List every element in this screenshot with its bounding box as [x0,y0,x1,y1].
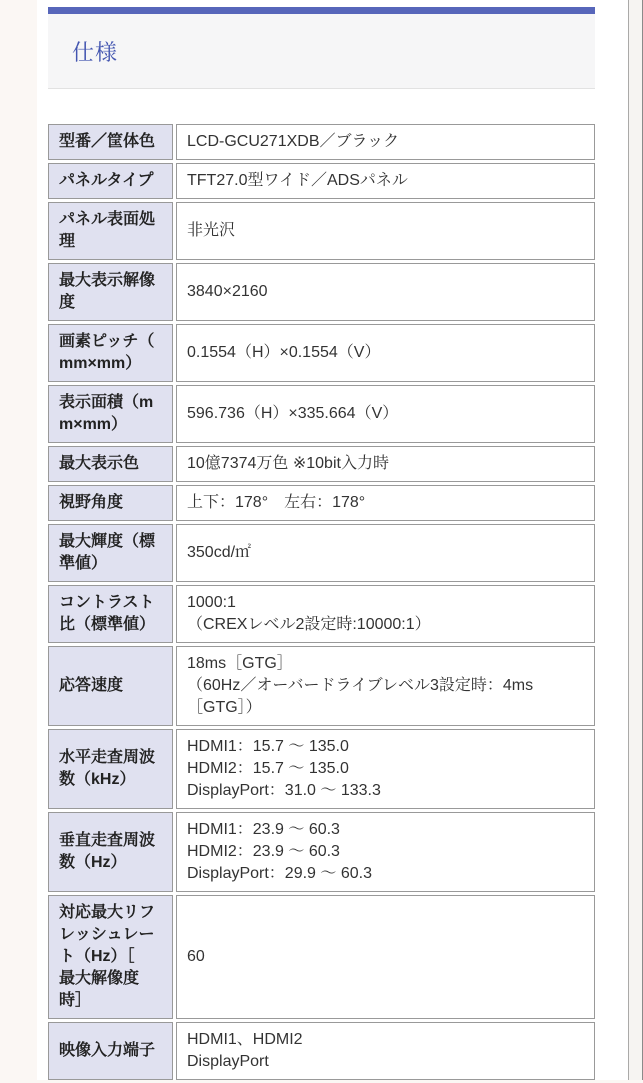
spec-value-line: TFT27.0型ワイド／ADSパネル [187,172,408,189]
spec-row [48,124,595,160]
spec-value-cell [176,385,595,443]
spec-label-cell [48,485,173,521]
spec-row [48,163,595,199]
spec-label-line: 垂直走査周波 [59,832,156,849]
spec-label-line: 度 [59,294,76,311]
spec-row [48,812,595,892]
spec-label-line: 時］ [59,992,92,1009]
spec-table [45,121,598,1083]
spec-label-line: mm×mm） [59,355,142,372]
spec-value-line: 596.736（H）×335.664（V） [187,405,399,422]
spec-value-line: 18ms［GTG］ [187,655,293,672]
spec-row [48,202,595,260]
page-title: 仕様 [72,39,119,65]
spec-value-line: LCD-GCU271XDB／ブラック [187,133,400,150]
section-accent-bar [48,7,595,14]
spec-value-cell [176,646,595,726]
spec-value-line: 10億7374万色 ※10bit入力時 [187,455,389,472]
spec-value-cell [176,446,595,482]
spec-row [48,524,595,582]
spec-label-line: 最大表示色 [59,455,140,472]
spec-value-line: HDMI1、HDMI2 [187,1031,303,1048]
spec-label-line: コントラスト [59,594,155,611]
spec-label-cell [48,1022,173,1080]
spec-value-cell [176,895,595,1019]
spec-row [48,1022,595,1080]
spec-value-cell [176,485,595,521]
spec-label-line: レッシュレー [59,926,155,943]
spec-label-line: 型番／筐体色 [59,133,156,150]
spec-label-line: 視野角度 [59,494,124,511]
spec-value-line: HDMI1：23.9 ～ 60.3 [187,821,340,838]
spec-row [48,895,595,1019]
spec-value-line: ［GTG］） [187,699,262,716]
spec-label-cell [48,585,173,643]
spec-row [48,646,595,726]
spec-row [48,485,595,521]
spec-label-cell [48,385,173,443]
scrollbar-track[interactable] [628,0,643,1080]
spec-label-line: 画素ピッチ（ [59,333,155,350]
spec-row [48,324,595,382]
spec-label-line: 比（標準値） [59,616,156,633]
spec-label-line: ト（Hz）［ [59,948,135,965]
spec-label-line: 応答速度 [59,677,124,694]
spec-label-line: 表示面積（m [59,394,154,411]
spec-label-cell [48,163,173,199]
spec-label-line: 水平走査周波 [59,749,156,766]
spec-label-line: 映像入力端子 [59,1042,156,1059]
spec-row [48,385,595,443]
spec-value-line: DisplayPort：31.0 ～ 133.3 [187,782,381,799]
spec-label-line: 対応最大リフ [59,904,156,921]
spec-value-line: （60Hz／オーバードライブレベル3設定時：4ms [187,677,534,694]
spec-value-cell [176,812,595,892]
spec-value-cell [176,124,595,160]
spec-label-line: m×mm） [59,416,128,433]
section-header [48,14,595,89]
spec-label-cell [48,124,173,160]
spec-row [48,729,595,809]
spec-label-line: 最大輝度（標 [59,533,156,550]
content-column [37,0,628,1080]
spec-label-cell [48,324,173,382]
spec-value-line: 0.1554（H）×0.1554（V） [187,344,381,361]
spec-value-line: DisplayPort [187,1053,269,1070]
spec-value-line: 非光沢 [187,222,236,239]
spec-label-line: 数（kHz） [59,771,136,788]
spec-label-cell [48,729,173,809]
spec-label-line: 準値） [59,555,108,572]
spec-value-line: HDMI2：15.7 ～ 135.0 [187,760,349,777]
spec-value-line: DisplayPort：29.9 ～ 60.3 [187,865,372,882]
spec-label-cell [48,646,173,726]
spec-row [48,446,595,482]
spec-value-cell [176,585,595,643]
spec-row [48,263,595,321]
spec-label-cell [48,812,173,892]
spec-value-line: （CREXレベル2設定時:10000:1） [187,616,431,633]
spec-value-line: 350cd/㎡ [187,544,252,561]
spec-value-cell [176,729,595,809]
spec-label-line: パネル表面処 [59,211,156,228]
spec-label-cell [48,202,173,260]
spec-value-line: 60 [187,948,205,965]
spec-value-cell [176,324,595,382]
spec-value-cell [176,524,595,582]
spec-value-line: HDMI2：23.9 ～ 60.3 [187,843,340,860]
spec-value-line: 3840×2160 [187,283,268,300]
spec-label-line: 最大表示解像 [59,272,156,289]
spec-label-line: 数（Hz） [59,854,127,871]
spec-value-cell [176,1022,595,1080]
spec-label-line: 最大解像度 [59,970,140,987]
spec-table-rows [48,124,595,1080]
spec-label-cell [48,895,173,1019]
spec-label-line: パネルタイプ [59,172,154,189]
spec-value-line: 上下：178° 左右：178° [187,494,366,511]
spec-value-cell [176,163,595,199]
spec-label-cell [48,524,173,582]
spec-label-line: 理 [59,233,76,250]
spec-value-line: 1000:1 [187,594,236,611]
spec-label-cell [48,446,173,482]
spec-value-cell [176,263,595,321]
spec-value-cell [176,202,595,260]
spec-section-card [48,7,595,89]
spec-row [48,585,595,643]
spec-label-cell [48,263,173,321]
spec-value-line: HDMI1：15.7 ～ 135.0 [187,738,349,755]
